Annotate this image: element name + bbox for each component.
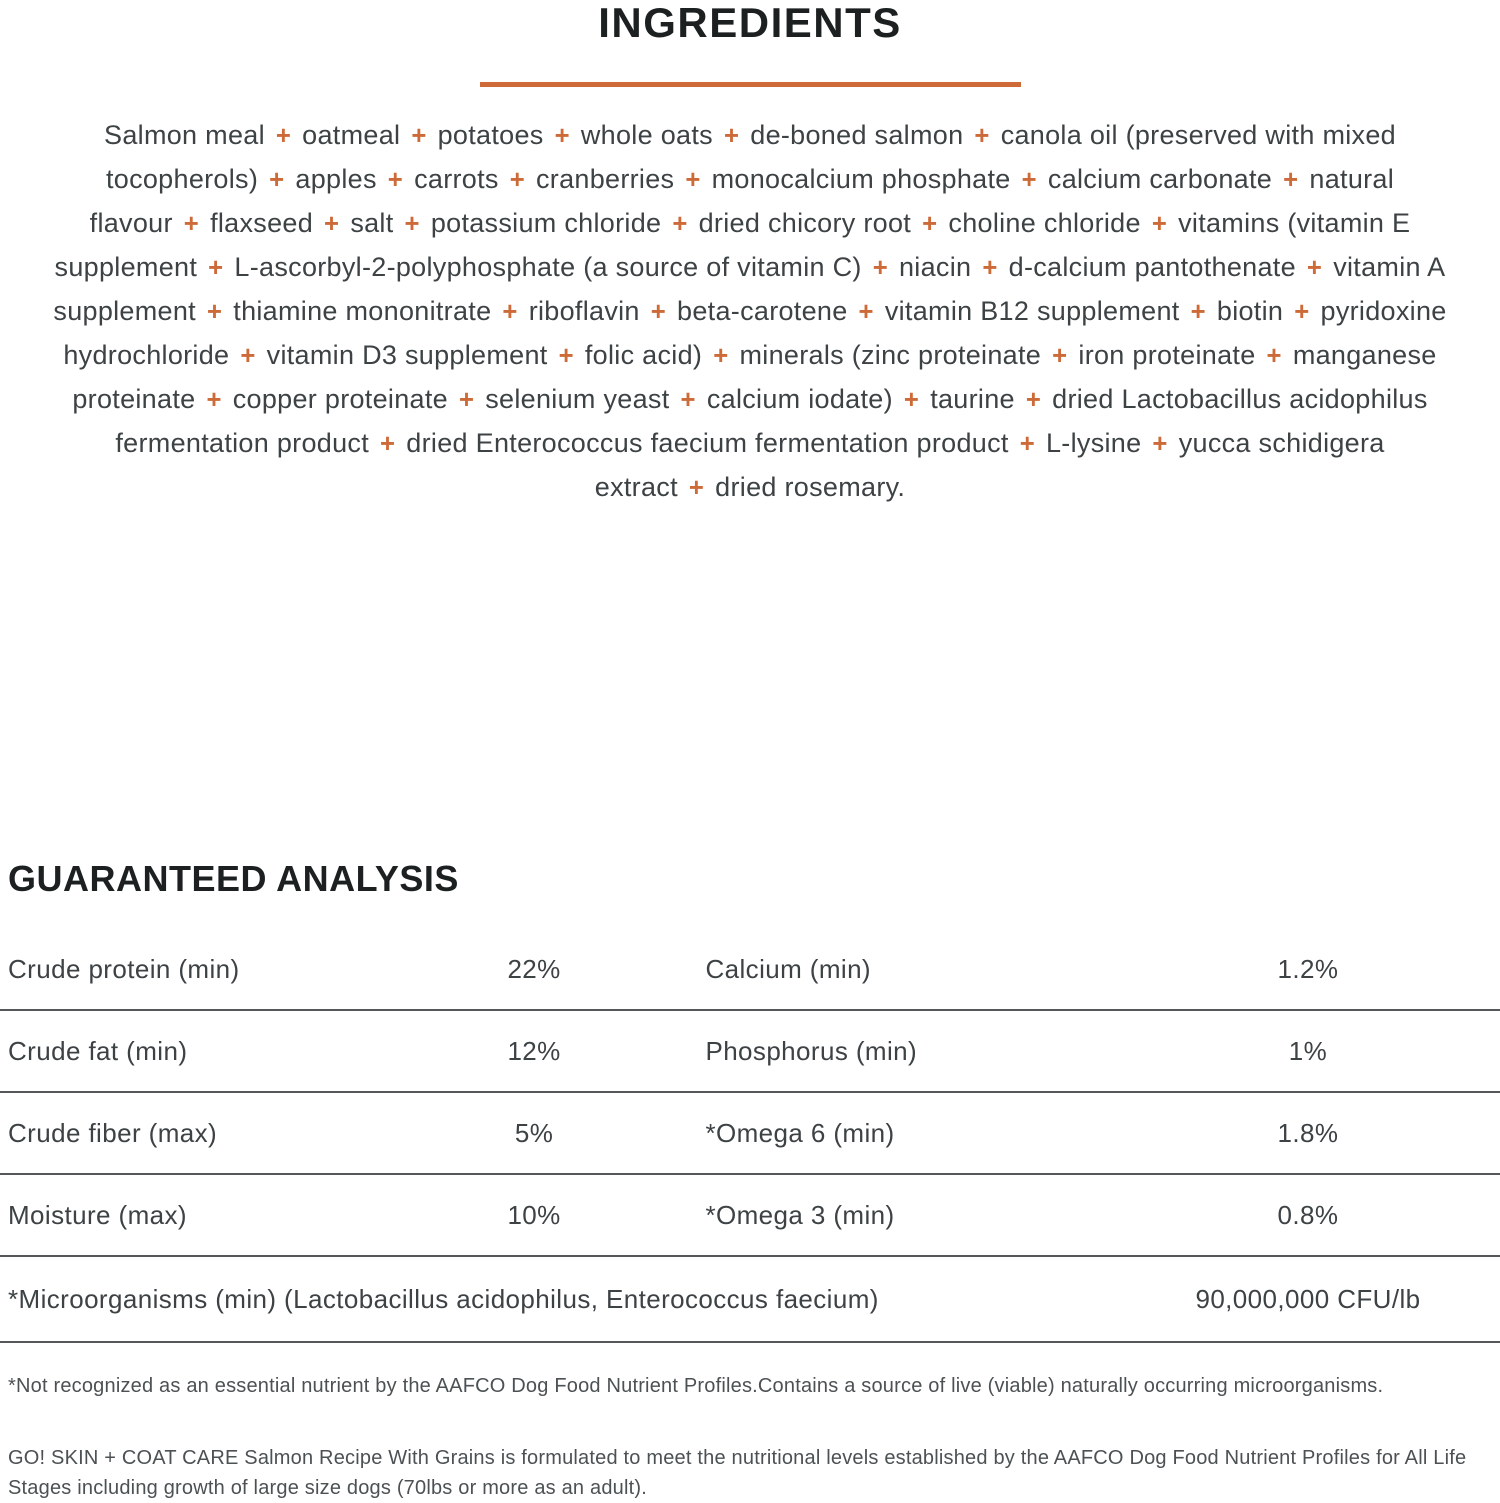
ingredient-item: monocalcium phosphate [711,164,1011,194]
plus-icon: + [240,342,256,370]
footnote-formulation: GO! SKIN + COAT CARE Salmon Recipe With Grains is formulated to meet the nutritional levels established by the AAFCO Dog Food Nutrient Profiles for All Life Stages including growth of large size dogs (70lbs or more as an adult). [8,1447,1467,1499]
ingredient-item: biotin [1216,296,1284,326]
plus-icon: + [974,122,990,150]
analysis-label-right: Calcium (min) [705,953,871,984]
ingredient-item: dried Lactobacillus acidophilus fermentation product [115,384,1428,458]
ingredient-item: calcium carbonate [1047,164,1273,194]
ingredient-item: pyridoxine hydrochloride [63,296,1447,370]
plus-icon: + [1021,166,1037,194]
ingredient-item: L-lysine [1045,428,1142,458]
plus-icon: + [183,210,200,238]
ingredient-item: potatoes [437,120,544,150]
plus-icon: + [680,386,696,414]
analysis-value-right: 0.8% [1277,1199,1339,1230]
ingredient-item: taurine [930,384,1015,414]
plus-icon: + [387,166,404,194]
analysis-label-left: Moisture (max) [8,1199,187,1230]
ingredient-item: carrots [414,164,499,194]
table-row-microorganisms [0,1257,1500,1343]
plus-icon: + [688,474,705,502]
ingredient-item: choline chloride [948,208,1141,238]
analysis-label-left: Crude protein (min) [8,953,240,984]
analysis-value-left: 22% [507,953,561,984]
plus-icon: + [380,430,396,458]
ingredient-item: salt [350,208,394,238]
ingredient-item: niacin [898,252,972,282]
ingredient-item: dried Enterococcus faecium fermentation product [406,428,1009,458]
ingredient-item: dried chicory root [698,208,912,238]
plus-icon: + [982,254,998,282]
table-row [0,929,1500,1011]
plus-icon: + [509,166,525,194]
plus-icon: + [206,298,223,326]
ingredient-item: d-calcium pantothenate [1008,252,1296,282]
ingredient-item: folic acid) [584,340,703,370]
analysis-label-left: Crude fiber (max) [8,1117,218,1148]
plus-icon: + [206,386,222,414]
plus-icon: + [404,210,420,238]
plus-icon: + [554,122,570,150]
analysis-label-right: *Omega 6 (min) [705,1117,895,1148]
plus-icon: + [922,210,938,238]
plus-icon: + [1019,430,1035,458]
guaranteed-analysis-table [0,929,1500,1257]
ingredient-item: whole oats [580,120,713,150]
analysis-label-right: *Omega 3 (min) [705,1199,895,1230]
ingredient-item: potassium chloride [430,208,662,238]
ingredient-item: iron proteinate [1078,340,1256,370]
plus-icon: + [650,298,667,326]
microorganisms-value: 90,000,000 CFU/lb [1195,1283,1421,1314]
ingredient-item: minerals (zinc proteinate [739,340,1042,370]
analysis-label-left: Crude fat (min) [8,1035,188,1066]
ingredient-item: oatmeal [302,120,401,150]
plus-icon: + [558,342,574,370]
plus-icon: + [872,254,888,282]
plus-icon: + [1294,298,1310,326]
ingredient-item: dried rosemary. [715,472,906,502]
analysis-value-left: 5% [514,1117,554,1148]
plus-icon: + [324,210,340,238]
ingredient-item: natural flavour [89,164,1395,238]
ingredient-item: thiamine mononitrate [233,296,492,326]
ingredient-item: vitamin D3 supplement [266,340,548,370]
plus-icon: + [1152,430,1168,458]
microorganisms-label: *Microorganisms (min) (Lactobacillus acidophilus, Enterococcus faecium) [8,1283,879,1314]
ingredient-item: yucca schidigera extract [594,428,1385,502]
plus-icon: + [1283,166,1299,194]
analysis-value-right: 1.2% [1277,953,1339,984]
plus-icon: + [672,210,688,238]
analysis-label-right: Phosphorus (min) [705,1035,918,1066]
plus-icon: + [1306,254,1323,282]
plus-icon: + [1266,342,1282,370]
plus-icon: + [1190,298,1206,326]
footnote-aafco: *Not recognized as an essential nutrient by the AAFCO Dog Food Nutrient Profiles.Contains a source of live (viable) naturally occurring microorganisms. [8,1375,1384,1397]
plus-icon: + [275,122,292,150]
analysis-value-right: 1.8% [1277,1117,1339,1148]
plus-icon: + [458,386,475,414]
guaranteed-analysis-heading: GUARANTEED ANALYSIS [8,858,459,899]
plus-icon: + [858,298,874,326]
ingredient-item: cranberries [535,164,675,194]
ingredient-item: vitamin B12 supplement [884,296,1180,326]
plus-icon: + [685,166,701,194]
ingredient-item: manganese proteinate [72,340,1437,414]
ingredients-title: INGREDIENTS [598,0,902,46]
ingredient-item: flaxseed [210,208,314,238]
table-row [0,1175,1500,1257]
plus-icon: + [411,122,427,150]
ingredient-item: vitamin A supplement [53,252,1446,326]
plus-icon: + [269,166,285,194]
ingredient-item: L-ascorbyl-2-polyphosphate (a source of vitamin C) [234,252,862,282]
title-underline-rule [480,82,1021,87]
ingredient-item: canola oil (preserved with mixed tocopherols) [105,120,1396,194]
table-row [0,1011,1500,1093]
plus-icon: + [903,386,920,414]
analysis-value-left: 10% [507,1199,561,1230]
ingredient-item: riboflavin [528,296,640,326]
plus-icon: + [1025,386,1042,414]
analysis-value-right: 1% [1288,1035,1328,1066]
plus-icon: + [1052,342,1068,370]
ingredient-item: copper proteinate [232,384,448,414]
table-row [0,1093,1500,1175]
plus-icon: + [208,254,224,282]
plus-icon: + [723,122,740,150]
ingredient-item: beta-carotene [677,296,848,326]
ingredient-item: calcium iodate) [706,384,893,414]
plus-icon: + [502,298,518,326]
analysis-value-left: 12% [507,1035,561,1066]
ingredients-paragraph [48,114,1452,510]
ingredient-item: apples [295,164,377,194]
ingredient-item: selenium yeast [485,384,670,414]
plus-icon: + [1151,210,1168,238]
plus-icon: + [713,342,729,370]
ingredient-item: vitamins (vitamin E supplement [54,208,1411,282]
ingredient-item: Salmon meal [104,120,265,150]
ingredient-item: de-boned salmon [750,120,964,150]
